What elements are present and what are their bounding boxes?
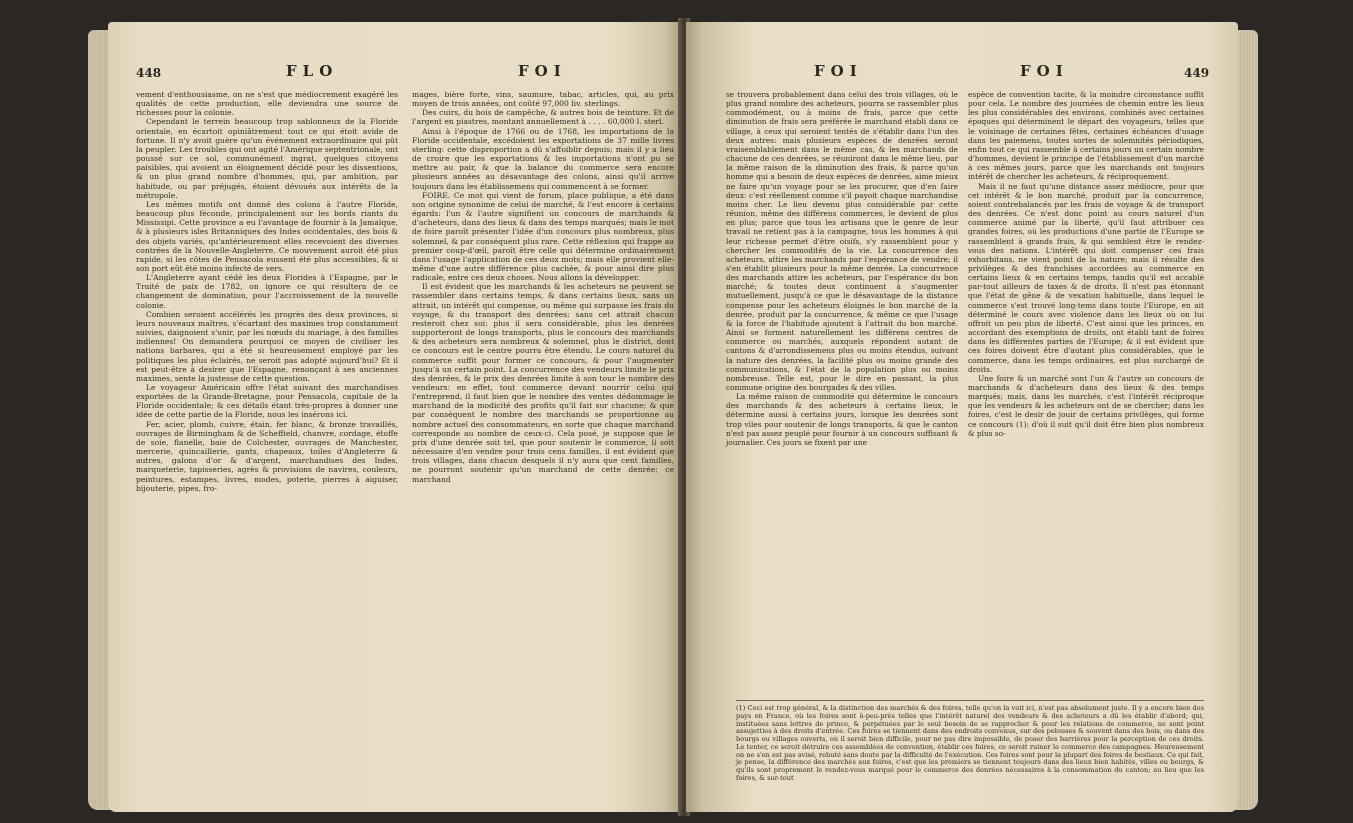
left-page-edges — [88, 30, 110, 810]
paragraph: Il est évident que les marchands & les acheteurs ne peuvent se rassembler dans certains temps, & dans certains lieux, sans un attrait, un intérêt qui compense, ou même qui surpasse les frais du voyage, & du transport des denrées; sans cet attrait chacun resteroit chez soi: plus il sera considérable, plus les denrées supporteront de longs transports, plus le concours des marchands & des acheteurs sera nombreux & solemnel, plus le district, dont ce concours est le centre pourra être étendu. Le cours naturel du commerce suffit pour former ce concours, & pour l'augmenter jusqu'à un certain point. La concurrence des vendeurs limite le prix des denrées, & le prix des denrées limite à son tour le nombre des vendeurs: en effet, tout commerce devant nourrir celui qui l'entreprend, il faut bien que le nombre des ventes dédommage le marchand de la modicité des profits qu'il fait sur chacune; & que par conséquent le nombre des marchands se proportionne au nombre actuel des consommateurs, en sorte que chaque marchand corresponde au nombre de ceux-ci. Cela posé, je suppose que le prix d'une denrée soit tel, que pour soutenir le commerce, il soit nécessaire d'en vendre pour trois cens familles, il est évident que trois villages, dans chacun desquels il n'y aura que cent familles, ne pourront soutenir qu'un marchand de cette denrée; ce marchand — [412, 282, 674, 484]
left-column-2 — [412, 90, 674, 484]
footnote: (1) Ceci est trop général, & la distinction des marchés & des foires, telle qu'on la voit ici, n'est pas absolument juste. Il y a encore bien des pays en France, où les foires sont à-peu-près telles que l'intérêt naturel des vendeurs & des acheteurs a dû les établir d'abord; qui, instituées sans lettres de prince, & perpétuées par le seul besoin de se rapprocher & pour les relations de commerce, ne sont point assujetties à des droits d'entrée. Ces foires se tiennent dans des endroits convenus, sur des pelouses & souvent dans des bois, ou dans des bourgs ou villages ouverts, où il seroit bien difficile, pour ne pas dire impossible, de poser des barrières pour la perception de ces droits. Le tenter, ce seroit détruire ces assemblées de convention, établir ces foires, ce seroit ruiner le commerce des campagnes. Heureusement on ne s'en est pas avisé, rebuté sans doute par la difficulté de l'exécution. Ces foires sont pour la plupart des foires de bestiaux. Ce qui fait, je pense, la différence des marchés aux foires, c'est que les premiers se tiennent toujours dans des lieux bien habités, villes ou bourgs, & qu'ils sont proprement le rendez-vous marqué pour le commerce des denrées nécessaires à la consommation du canton; au lieu que les foires, & sur-tout — [736, 704, 1204, 782]
paragraph: L'Angleterre ayant cédé les deux Florides à l'Espagne, par le Traité de paix de 1782, on ignore ce qui résultera de ce changement de domination, pour l'accroissement de la nouvelle colonie. — [136, 273, 398, 310]
paragraph: Le voyageur Américain offre l'état suivant des marchandises exportées de la Grande-Bretagne, pour Pensacola, capitale de la Floride occidentale; & ces détails étant très-propres à donner une idée de cette partie de la Floride, nous les insérons ici. — [136, 383, 398, 420]
right-page — [686, 22, 1238, 812]
paragraph: espèce de convention tacite, & la moindre circonstance suffit pour cela. Le nombre des journées de chemin entre les lieux les plus considérables des environs, combinés avec certaines époques qui déterminent le départ des voyageurs, telles que le voisinage de certaines fêtes, certaines échéances d'usage dans les paiemens, toutes sortes de solemnités périodiques, enfin tout ce qui rassemble à certains jours un certain nombre d'hommes, devient le principe de l'établissement d'un marché à ces mêmes jours, parce que les marchands ont toujours intérêt de chercher les acheteurs, & réciproquement. — [968, 90, 1204, 182]
left-header-left: FLO — [286, 62, 339, 80]
paragraph: Fer, acier, plomb, cuivre, étain, fer blanc, & bronze travaillés, ouvrages de Birmingham & de Scheffield, chanvre, cordage, étoffe de soie, flanelle, baie de Colchester, ouvrages de Manchester, mercerie, quincaillerie, gants, chapeaux, toiles d'Angleterre & autres, galons d'or & d'argent, marchandises des Indes, marqueterie, tapisseries, agrès & provisions de navires, couleurs, peintures, estampes, livres, modes, poterie, pierres à aiguiser, bijouterie, pipes, fro- — [136, 419, 398, 493]
left-page — [108, 22, 682, 812]
paragraph: FOIRE. Ce mot qui vient de forum, place publique, a été dans son origine synonime de celui de marché, & l'est encore à certains égards: l'un & l'autre signifient un concours de marchands & d'acheteurs, dans des lieux & dans des temps marqués; mais le mot de foire paroît présenter l'idée d'un concours plus nombreux, plus solemnel, & par conséquent plus rare. Cette réflexion qui frappe au premier coup-d'œil, paroît être celle qui détermine ordinairement dans l'usage l'application de ces deux mots; mais elle provient elle-même d'une autre différence plus cachée, & pour ainsi dire plus radicale, entre ces deux choses. Nous allons la développer. — [412, 190, 674, 283]
paragraph: mages, bière forte, vins, saumure, tabac, articles, qui, au prix moyen de trois années, ont coûté 97,000 liv. sterlings. — [412, 90, 674, 109]
paragraph: La même raison de commodité qui détermine le concours des marchands & des acheteurs à certains lieux, le détermine aussi à certains jours, lorsque les denrées sont trop viles pour soutenir de longs transports, & que le canton n'est pas assez peuplé pour fournir à un concours suffisant & journalier. Ces jours se fixent par une — [726, 392, 958, 447]
left-page-number: 448 — [136, 66, 162, 80]
right-header-left: FOI — [814, 62, 863, 80]
paragraph: Une foire & un marché sont l'un & l'autre un concours de marchands & d'acheteurs dans des lieux & des temps marqués; mais, dans les marchés, c'est l'intérêt réciproque que les vendeurs & les acheteurs ont de se chercher; dans les foires, c'est le desir de jouir de certains privilèges, qui forme ce concours (1): d'où il suit qu'il doit être bien plus nombreux & plus so- — [968, 373, 1204, 438]
paragraph: Mais il ne faut qu'une distance assez médiocre, pour que cet intérêt & le bon marché, produit par la concurrence, soient contrebalancés par les frais de voyage & de transport des denrées. Ce n'est donc point au cours naturel d'un commerce animé par la liberté, qu'il faut attribuer ces grandes foires, où les productions d'une partie de l'Europe se rassemblent à grands frais, & qui semblent être le rendez-vous des nations. L'intérêt qui doit compenser ces frais exhorbitans, ne vient point de la nature; mais il résulte des privilèges & des franchises accordées au commerce en certains lieux & en certains temps, tandis qu'il est accablé par-tout ailleurs de taxes & de droits. Il n'est pas étonnant que l'état de gêne & de vexation habituelle, dans lequel le commerce s'est trouvé long-tems dans toute l'Europe, en ait déterminé le cours avec violence dans les lieux où on lui offroit un peu plus de liberté. C'est ainsi que les princes, en accordant des exemptions de droits, ont établi tant de foires dans les différentes parties de l'Europe; & il est évident que ces foires doivent être d'autant plus considérables, que le commerce, dans les temps ordinaires, est plus surchargé de droits. — [968, 181, 1204, 374]
paragraph: Combien seroient accélérés les progrès des deux provinces, si leurs nouveaux maîtres, s'écartant des maximes trop constamment suivies, daignoient s'unir, par les nœuds du mariage, à des familles indiennes! On demandera pourquoi ce moyen de civiliser les nations barbares, qui a été si heureusement employé par les politiques les plus éclairés, ne seroit pas adopté aujourd'hui? Et il est peut-être à desirer que l'Espagne, renonçant à ses anciennes maximes, sente la justesse de cette question. — [136, 309, 398, 383]
right-column-1 — [726, 90, 958, 447]
right-page-edges — [1236, 30, 1258, 810]
paragraph: Ainsi à l'époque de 1766 ou de 1768, les importations de la Floride occidentale, excédoient les exportations de 37 mille livres sterling: cette disproportion a dû s'affoiblir depuis; mais il y a lieu de croire que les exportations & les importations n'ont pu se mettre au pair, & que la balance du commerce sera encore plusieurs années au désavantage des colons, ainsi qu'il arrive toujours dans les établissemens qui commencent à se former. — [412, 126, 674, 191]
right-column-2 — [968, 90, 1204, 438]
paragraph: Les mêmes motifs ont donné des colons à l'autre Floride, beaucoup plus féconde, principalement sur les bords riants du Mississipi. Cette province a eu l'avantage de fournir à la Jamaïque, & à plusieurs isles Britanniques des Indes occidentales, des bois & des objets variés, qu'antérieurement elles recevoient des diverses contrées de la Nouvelle-Angleterre. Ce mouvement auroit été plus rapide, si les côtes de Pensacola eussent été plus accessibles, & si son port eût été moins infecté de vers. — [136, 199, 398, 273]
paragraph: Des cuirs, du bois de campêche, & autres bois de teinture. Et de l'argent en piastres, montant annuellement à . . . . 60,000 l. sterl. — [412, 108, 674, 127]
paragraph: vement d'enthousiasme, on ne s'est que médiocrement exagéré les qualités de cette production, elle deviendra une source de richesses pour la colonie. — [136, 90, 398, 118]
right-page-number: 449 — [1184, 66, 1210, 80]
left-column-1 — [136, 90, 398, 493]
paragraph: se trouvera probablement dans celui des trois villages, où le plus grand nombre des acheteurs, pourra se rassembler plus commodément, ou à moins de frais, parce que cette diminution de frais sera préférée le marchand établi dans ce village, à ceux qui seroient tentés de s'établir dans l'un des deux autres: mais plusieurs espèces de denrées seront vraisemblablement dans le même cas, & les marchands de chacune de ces denrées, se réuniront dans le même lieu, par la même raison de la diminution des frais, & parce qu'un homme qui a besoin de deux espèces de denrées, aime mieux ne faire qu'un voyage pour se les procurer, que d'en faire deux: c'est réellement comme s'il payoit chaque marchandise moins cher. Le lieu devenu plus considérable par cette réunion, même des différens commerces, le devient de plus en plus; parce que tous les artisans que le genre de leur travail ne retient pas à la campagne, tous les hommes à qui leur richesse permet d'être oisifs, s'y rassemblent pour y chercher les commodités de la vie. La concurrence des acheteurs, attire les marchands par l'espérance de vendre; il s'en établit plusieurs pour la même denrée. La concurrence des marchands attire les acheteurs, par l'espérance du bon marché; & toutes deux continuent à s'augmenter mutuellement, jusqu'à ce que le désavantage de la distance compense pour les acheteurs éloignés le bon marché de la denrée, produit par la concurrence, & même ce que l'usage & la force de l'habitude ajoutent à l'attrait du bon marché. Ainsi se forment naturellement les différens centres de commerce ou marchés, auxquels répondent autant de cantons & d'arrondissemens plus ou moins étendus, suivant la nature des denrées, la facilité plus ou moins grande des communications, & l'état de la population plus ou moins nombreuse. Telle est, pour le dire en passant, la plus commune origine des bourgades & des villes. — [726, 90, 958, 392]
paragraph: Cependant le terrein beaucoup trop sablonneux de la Floride orientale, en écartoit opiniâtrement tout ce qui étoit avide de fortune. Il n'y avoit guère qu'un événement extraordinaire qui pût la peupler. Les troubles qui ont agité l'Amérique septentrionale, ont poussé sur ce sol, communément ingrat, quelques citoyens paisibles, qui avoient un éloignement décidé pour les dissentions, & un plus grand nombre d'hommes, qui, par ambition, par habitude, ou par préjugés, étoient dévoués aux intérêts de la métropole. — [136, 117, 398, 200]
right-header-right: FOI — [1020, 62, 1069, 80]
left-header-right: FOI — [518, 62, 567, 80]
footnote-rule — [736, 700, 1204, 701]
